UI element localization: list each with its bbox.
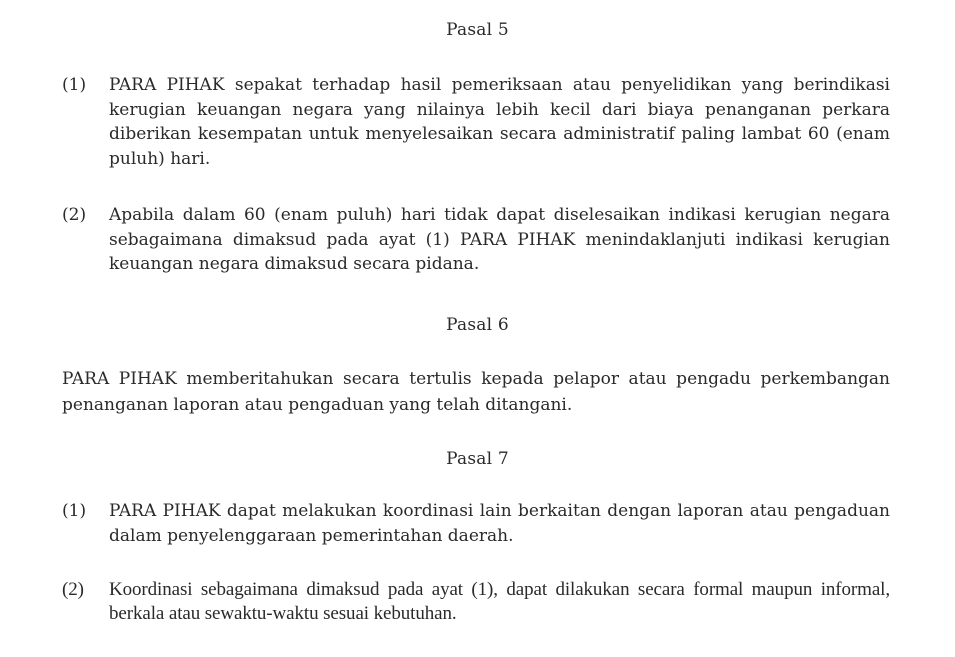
pasal-7-heading: Pasal 7	[446, 449, 509, 469]
pasal-5-item-2	[62, 203, 890, 277]
item-text: PARA PIHAK sepakat terhadap hasil pemeriksaan atau penyelidikan yang berindikasi kerugian keuangan negara yang nilainya lebih kecil dari biaya penanganan perkara diberikan kesempatan untuk menyelesaikan secara administratif paling lambat 60 (enam puluh) hari.	[109, 75, 890, 169]
pasal-7-item-1	[62, 499, 890, 548]
item-number: (2)	[62, 579, 84, 600]
item-text: Apabila dalam 60 (enam puluh) hari tidak dapat diselesaikan indikasi kerugian negara sebagaimana dimaksud pada ayat (1) PARA PIHAK menindaklanjuti indikasi kerugian keuangan negara dimaksud secara pidana.	[109, 205, 890, 274]
pasal-7-item-2	[62, 578, 890, 626]
item-number: (2)	[62, 205, 87, 225]
pasal-5-heading: Pasal 5	[446, 20, 509, 40]
item-number: (1)	[62, 75, 87, 95]
item-text: PARA PIHAK dapat melakukan koordinasi lain berkaitan dengan laporan atau pengaduan dalam penyelenggaraan pemerintahan daerah.	[109, 501, 890, 546]
item-text: Koordinasi sebagaimana dimaksud pada ayat (1), dapat dilakukan secara formal maupun informal, berkala atau sewaktu-waktu sesuai kebutuhan.	[109, 579, 890, 624]
item-number: (1)	[62, 501, 87, 521]
pasal-6-text: PARA PIHAK memberitahukan secara tertulis kepada pelapor atau pengadu perkembangan penanganan laporan atau pengaduan yang telah ditangani.	[62, 369, 890, 415]
pasal-5-item-1	[62, 73, 890, 171]
pasal-6-heading: Pasal 6	[446, 315, 509, 335]
